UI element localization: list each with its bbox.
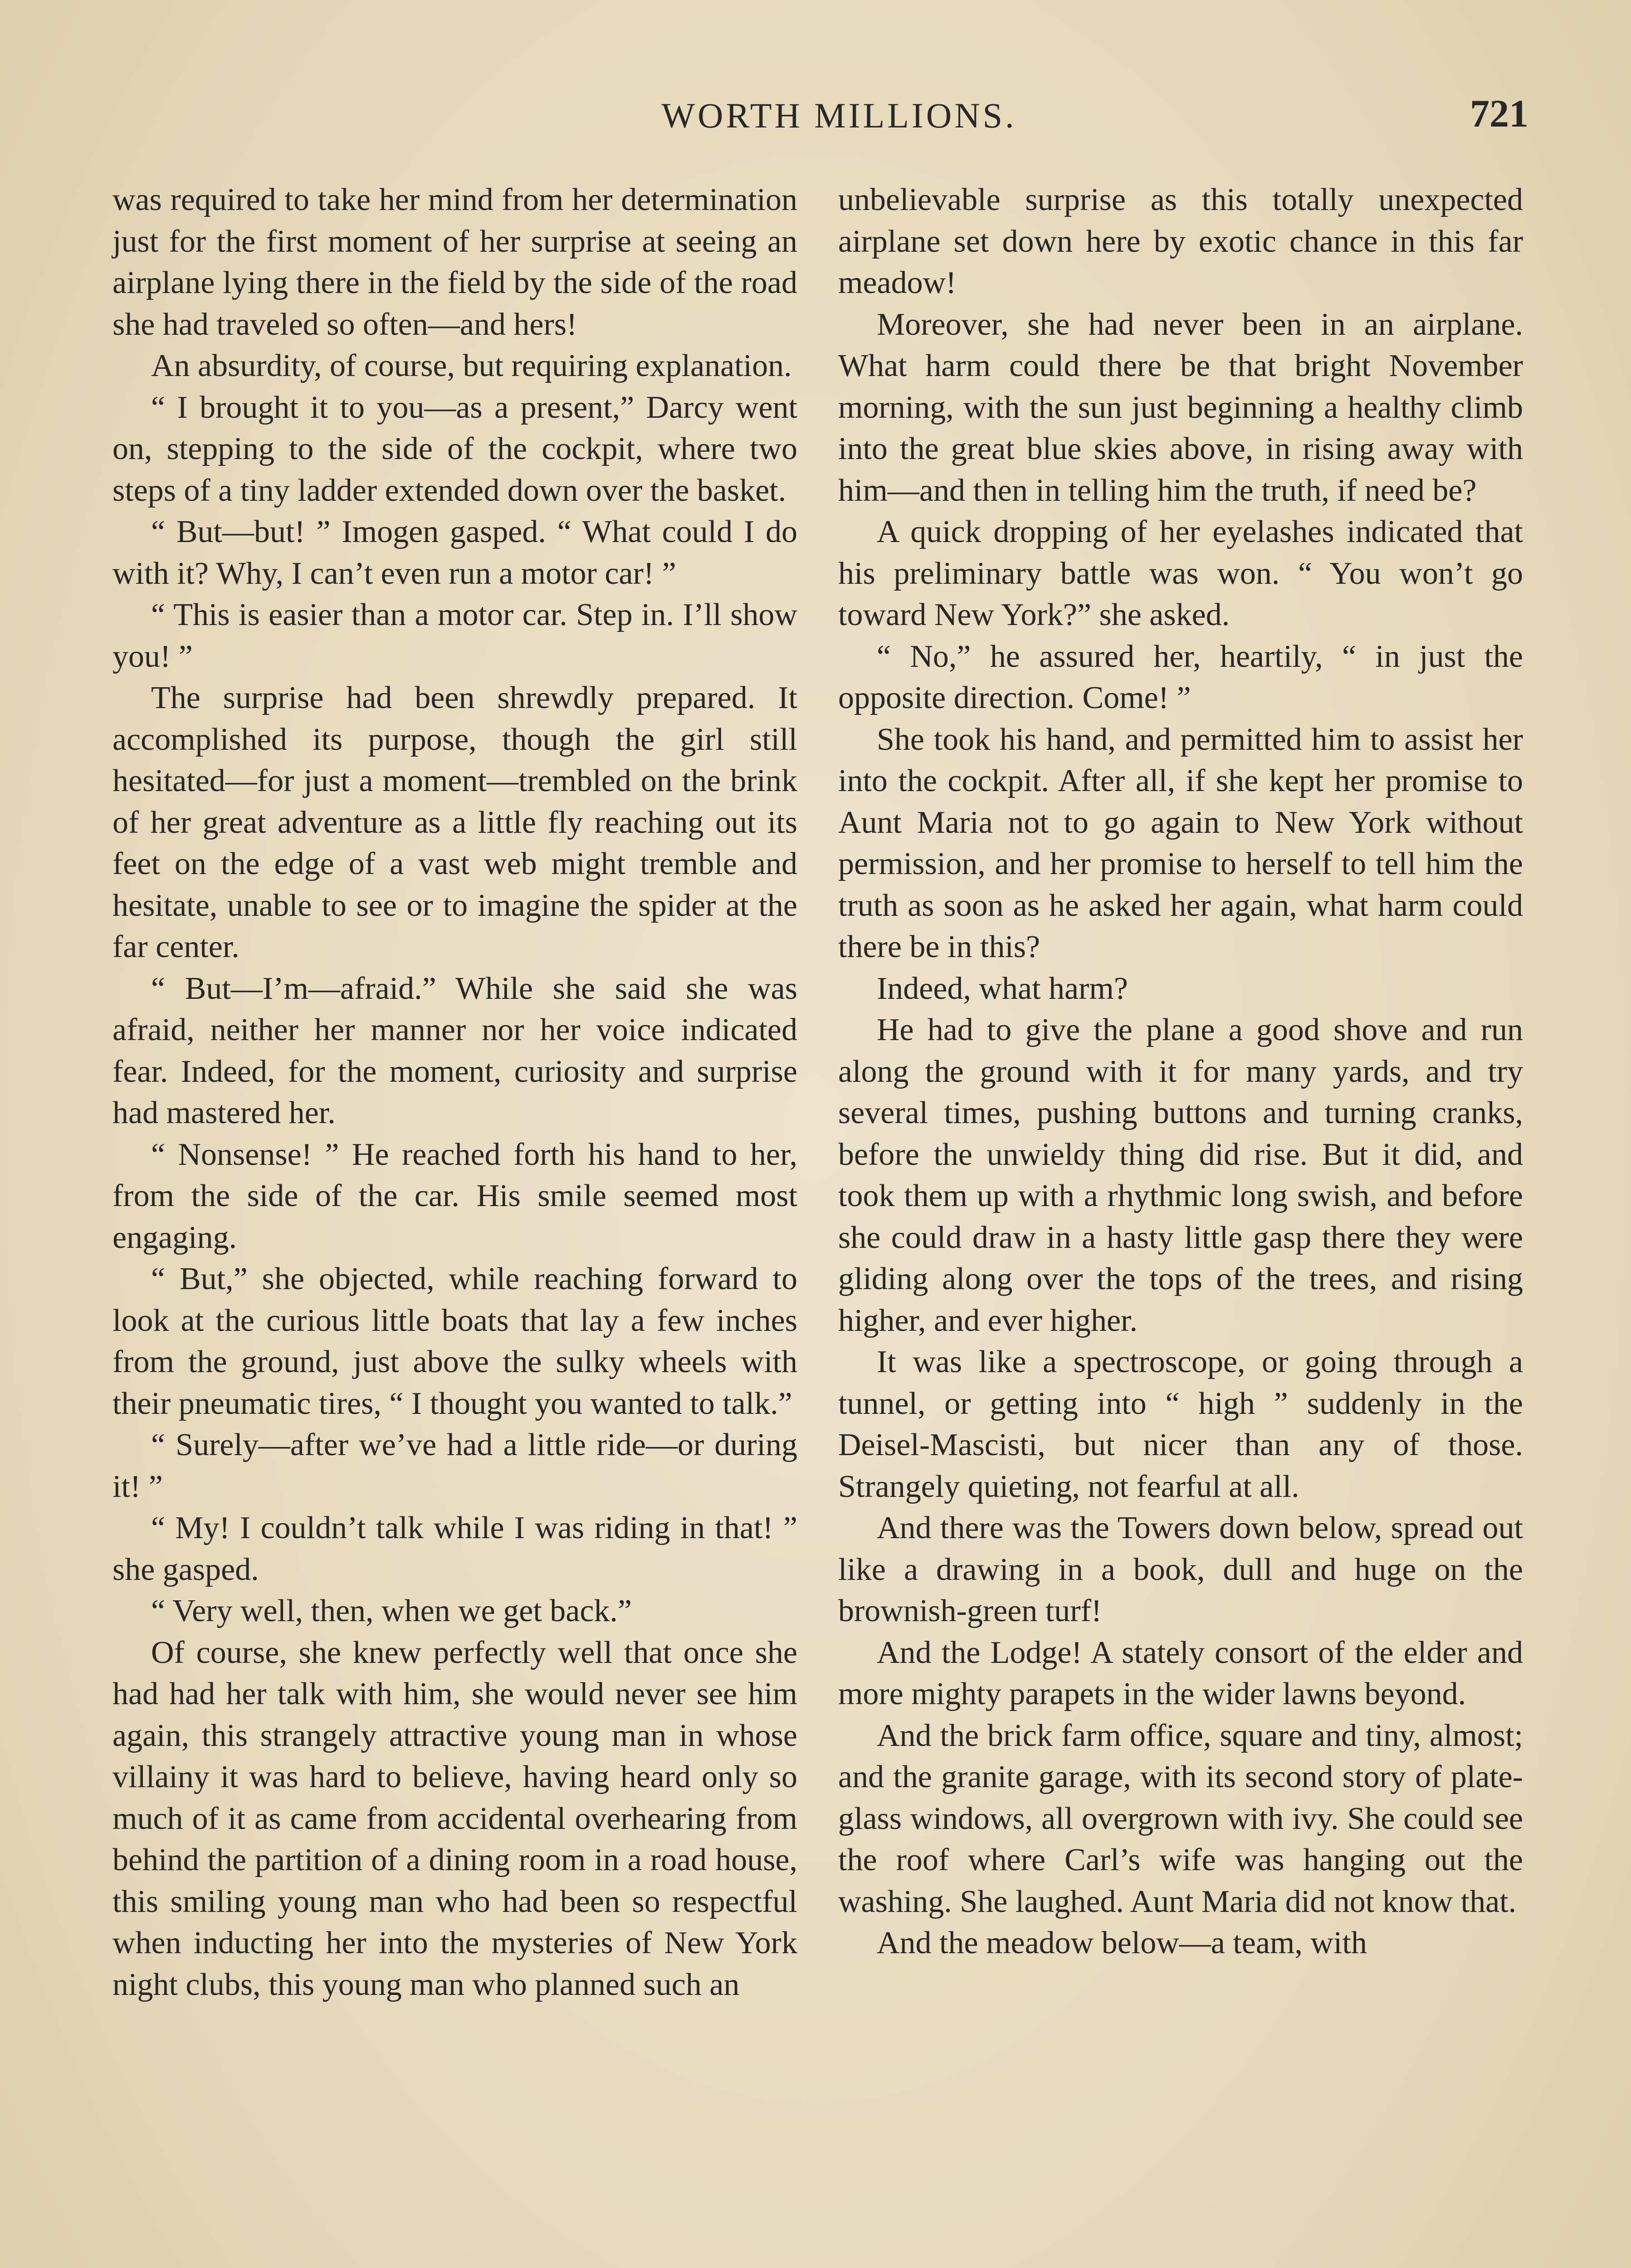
paragraph: “ But,” she objected, while reaching forward to look at the curious little boats that lay a few inches from the ground, just above the sulky wheels with their pneumatic tires, “ I thought you wanted to talk.” [112,1261,797,1421]
paragraph: Of course, she knew perfectly well that once she had had her talk with him, she would never see him again, this strangely attractive young man in whose villainy it was hard to believe, having heard only so much of it as came from accidental overhearing from behind the partition of a dining room in a road house, this smiling young man who had been so respectful when inducting her into the mysteries of New York night clubs, this young man who planned such an [112,1635,797,2002]
paragraph: unbelievable surprise as this totally unexpected airplane set down here by exotic chance in this far meadow! [838,182,1523,300]
paragraph: The surprise had been shrewdly prepared. It accomplished its purpose, though the girl still hesitated—for just a moment—trembled on the brink of her great adventure as a little fly reaching out its feet on the edge of a vast web might tremble and hesitate, unable to see or to imagine the spider at the far center. [112,680,797,964]
paragraph: “ My! I couldn’t talk while I was riding in that! ” she gasped. [112,1510,797,1587]
running-header: WORTH MILLIONS. [661,96,1017,135]
paragraph: “ Surely—after we’ve had a little ride—or during it! ” [112,1427,797,1504]
paragraph: “ Very well, then, when we get back.” [151,1593,632,1628]
page-number: 721 [1470,92,1528,135]
paragraph: And the Lodge! A stately consort of the elder and more mighty parapets in the wider lawns beyond. [838,1635,1523,1711]
left-column [112,179,797,2005]
paragraph: “ This is easier than a motor car. Step in. I’ll show you! ” [112,597,797,674]
paragraph: “ Nonsense! ” He reached forth his hand to her, from the side of the car. His smile seemed most engaging. [112,1137,797,1255]
paragraph: “ No,” he assured her, heartily, “ in just the opposite direction. Come! ” [838,639,1523,715]
paragraph: And there was the Towers down below, spread out like a drawing in a book, dull and huge on the brownish-green turf! [838,1510,1523,1628]
paragraph: It was like a spectroscope, or going through a tunnel, or getting into “ high ” suddenly in the Deisel-Mascisti, but nicer than any of those. Strangely quieting, not fearful at all. [838,1344,1523,1504]
paragraph: He had to give the plane a good shove and run along the ground with it for many yards, and try several times, pushing buttons and turning cranks, before the unwieldy thing did rise. But it did, and took them up with a rhythmic long swish, and before she could draw in a hasty little gasp there they were gliding along over the tops of the trees, and rising higher, and ever higher. [838,1012,1523,1338]
paragraph: “ But—but! ” Imogen gasped. “ What could I do with it? Why, I can’t even run a motor car! ” [112,514,797,591]
paragraph: Indeed, what harm? [877,971,1128,1006]
paragraph: Moreover, she had never been in an airplane. What harm could there be that bright November morning, with the sun just beginning a healthy climb into the great blue skies above, in rising away with him—and then in telling him the truth, if need be? [838,307,1523,508]
paragraph: And the brick farm office, square and tiny, almost; and the granite garage, with its second story of plate-glass windows, all overgrown with ivy. She could see the roof where Carl’s wife was hanging out the washing. She laughed. Aunt Maria did not know that. [838,1718,1523,1919]
paragraph: “ I brought it to you—as a present,” Darcy went on, stepping to the side of the cockpit, where two steps of a tiny ladder extended down over the basket. [112,390,797,508]
right-column [838,179,1523,1964]
paragraph: “ But—I’m—afraid.” While she said she was afraid, neither her manner nor her voice indicated fear. Indeed, for the moment, curiosity and surprise had mastered her. [112,971,797,1130]
paragraph: was required to take her mind from her determination just for the first moment of her surprise at seeing an airplane lying there in the field by the side of the road she had traveled so often—and hers! [112,182,797,342]
paragraph: She took his hand, and permitted him to assist her into the cockpit. After all, if she kept her promise to Aunt Maria not to go again to New York without permission, and her promise to herself to tell him the truth as soon as he asked her again, what harm could there be in this? [838,722,1523,964]
paragraph: An absurdity, of course, but requiring explanation. [151,348,792,383]
paragraph: And the meadow below—a team, with [877,1926,1367,1960]
paragraph: A quick dropping of her eyelashes indicated that his preliminary battle was won. “ You won’t go toward New York?” she asked. [838,514,1523,632]
